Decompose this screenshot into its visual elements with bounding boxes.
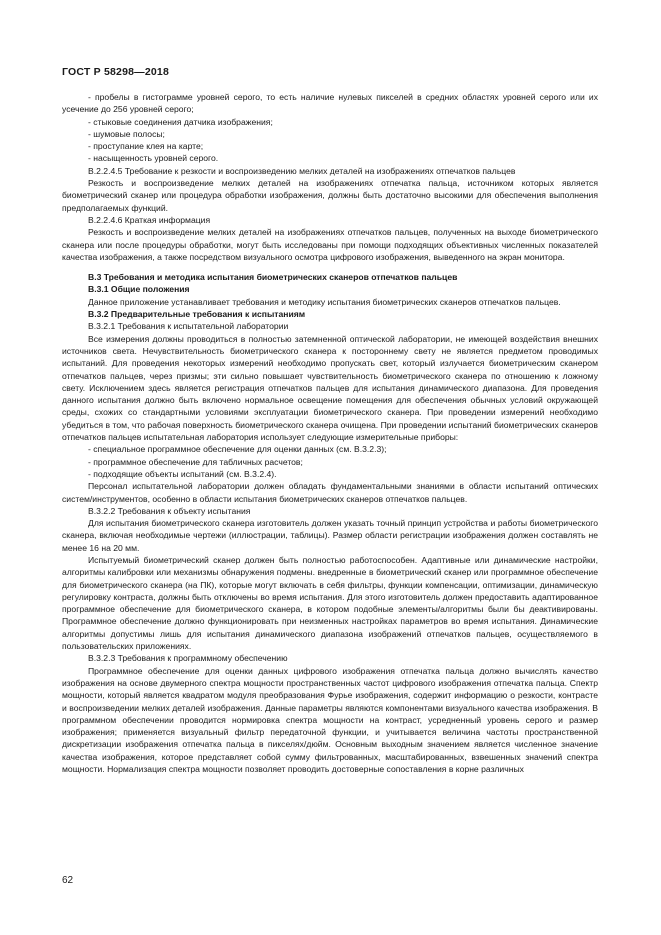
paragraph: Для испытания биометрического сканера изготовитель должен указать точный принцип устройства и работы биометрического сканера, включая необходимые чертежи (иллюстрации, таблицы). Размер области регистрации изображения должен составлять не менее 16 на 20 мм. — [62, 518, 598, 553]
paragraph: Программное обеспечение для оценки данных цифрового изображения отпечатка пальца должно вычислять качество изображения на основе двумерного спектра мощности пространственных частот цифрового изображения отпечатка пальца. Спектр мощности, который является квадратом модуля преобразования Фурье изображения, содержит информацию о резкости, контрасте и воспроизведении мелких деталей изображения. Данные параметры являются компонентами визуального качества изображения. В программном обеспечении проводится нормировка спектра мощности на контраст, усредненный уровень серого и размер изображения; применяется визуальный фильтр передаточной функции, и учитывается величина частоты пространственной дискретизации изображения отпечатка пальца в пикселях/дюйм. Основным выходным значением является численное значение качества изображения, которое представляет собой сумму фильтрованных, масштабированных, взвешенных значений спектра мощности. Нормализация спектра мощности позволяет проводить достоверные сопоставления в корне различных — [62, 665, 598, 775]
list-item: - подходящие объекты испытаний (см. B.3.2.4). — [88, 468, 277, 479]
section-heading: B.3 Требования и методика испытания биометрических сканеров отпечатков пальцев — [88, 272, 458, 283]
list-item: - проступание клея на карте; — [88, 141, 204, 152]
list-item: - насыщенность уровней серого. — [88, 153, 219, 164]
page-number: 62 — [62, 875, 74, 886]
paragraph: - пробелы в гистограмме уровней серого, то есть наличие нулевых пикселей в средних областях уровней серого или их усечение до 256 уровней серого; — [62, 92, 598, 115]
subsection-heading: B.2.2.4.5 Требование к резкости и воспроизведению мелких деталей на изображениях отпечатков пальцев — [88, 165, 516, 176]
document-header: ГОСТ Р 58298—2018 — [62, 66, 170, 78]
paragraph: Персонал испытательной лаборатории должен обладать фундаментальными знаниями в области испытаний оптических систем/инструментов, особенно в области испытания биометрических сканеров отпечатков пальцев. — [62, 481, 598, 504]
list-item: - программное обеспечение для табличных расчетов; — [88, 456, 303, 467]
paragraph: Данное приложение устанавливает требования и методику испытания биометрических сканеров отпечатков пальцев. — [88, 296, 561, 307]
subsection-heading: B.3.2.2 Требования к объекту испытания — [88, 505, 251, 516]
document-body — [62, 91, 598, 775]
paragraph: Резкость и воспроизведение мелких деталей на изображениях отпечатка пальца, источником которых является биометрический сканер или процедура обработки изображения, должны быть достаточно высокими для обеспечения выполнения предполагаемых функций. — [62, 178, 598, 213]
list-item: - шумовые полосы; — [88, 128, 165, 139]
paragraph: Все измерения должны проводиться в полностью затемненной оптической лаборатории, не имеющей воздействия внешних источников света. Нечувствительность биометрического сканера к постороннему свету не является предметом проводимых испытаний. Для проведения некоторых измерений необходимо пропускать свет, который излучается биометрическим сканером отпечатков пальцев, через призмы; эти сильно повышает чувствительность биометрического сканера по отношению к ложному свету. Исключением здесь является регистрация отпечатков пальцев для испытания динамического диапазона. Для проведения данного испытания должно быть включено нормальное освещение помещения для обеспечения обычных условий окружающей среды, схожих со стандартными условиями эксплуатации биометрического сканера. При проведении измерений необходимо убедиться в том, что рабочая поверхность биометрического сканера очищена. При проведении испытаний биометрических сканеров отпечатков пальцев испытательная лаборатория использует следующие измерительные приборы: — [62, 333, 598, 443]
list-item: - стыковые соединения датчика изображения; — [88, 116, 273, 127]
subsection-heading: B.2.2.4.6 Краткая информация — [88, 214, 211, 225]
list-item: - специальное программное обеспечение для оценки данных (см. B.3.2.3); — [88, 444, 387, 455]
subsection-heading: B.3.2.3 Требования к программному обеспечению — [88, 653, 288, 664]
section-heading: B.3.2 Предварительные требования к испытаниям — [88, 309, 306, 320]
subsection-heading: B.3.2.1 Требования к испытательной лаборатории — [88, 321, 289, 332]
section-heading: B.3.1 Общие положения — [88, 284, 190, 295]
paragraph: Испытуемый биометрический сканер должен быть полностью работоспособен. Адаптивные или динамические настройки, алгоритмы калибровки или механизмы обнаружения подмены. внедренные в биометрический сканер или программное обеспечение для биометрического сканера (на ПК), которые могут включать в себя фильтры, функции компенсации, оптимизации, динамическую регулировку контраста, должны быть отключены во время испытания. Для этого изготовитель должен предоставить адаптированное программное обеспечение для биометрического сканера, в котором подобные элементы/алгоритмы были бы деактивированы. Программное обеспечение должно функционировать при неизменных настройках параметров во время испытания. Динамические алгоритмы допустимы лишь для испытания динамического диапазона изображений отпечатков пальцев, осуществляемого в пользовательских приложениях. — [62, 554, 598, 652]
paragraph: Резкость и воспроизведение мелких деталей на изображениях отпечатков пальцев, полученных на выходе биометрического сканера или после процедуры обработки, могут быть исследованы при помощи подходящих объективных численных показателей качества изображения, а также посредством визуального осмотра цифрового изображения, выведенного на экран монитора. — [62, 227, 598, 262]
